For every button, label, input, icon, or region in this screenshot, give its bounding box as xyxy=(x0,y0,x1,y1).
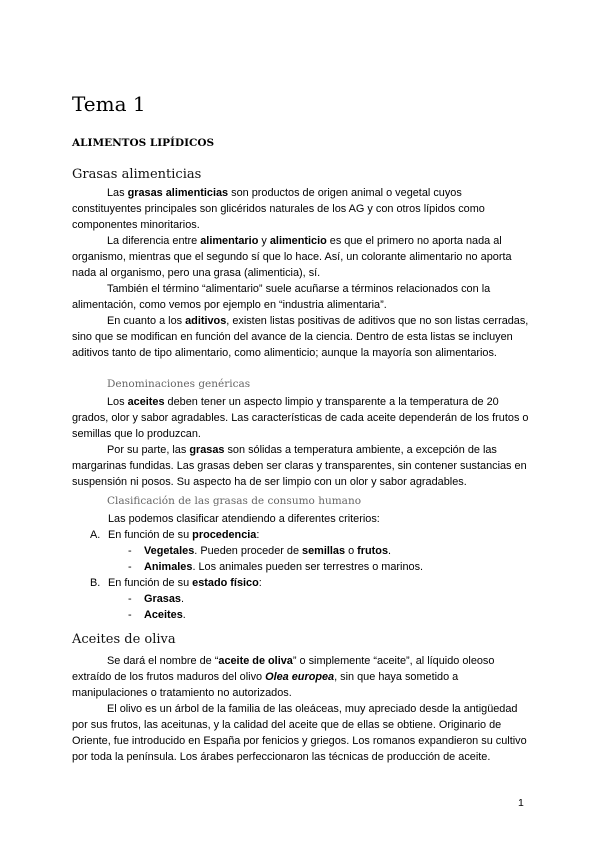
bold-term: Grasas xyxy=(144,593,181,605)
bold-term: alimenticio xyxy=(269,235,327,247)
clasificacion-list xyxy=(72,511,532,623)
text: : xyxy=(256,529,260,541)
text: Las xyxy=(107,187,128,199)
paragraph xyxy=(72,653,532,701)
paragraph xyxy=(72,185,532,233)
text: . xyxy=(182,609,186,621)
text: . Los animales pueden ser terrestres o marinos. xyxy=(192,561,424,573)
list-label: B. xyxy=(90,577,101,589)
text: o xyxy=(345,545,358,557)
heading-denominaciones: Denominaciones genéricas xyxy=(107,378,251,390)
text: deben tener un aspecto limpio y transparente a la temperatura de 20 grados, olor y sabor agradables. Las características de cada aceite dependerán de los frutos o semillas que lo produzcan. xyxy=(72,396,529,440)
list-label: A. xyxy=(90,529,101,541)
heading-grasas-alimenticias: Grasas alimenticias xyxy=(72,167,202,182)
text: Por su parte, las xyxy=(107,444,190,456)
text: En cuanto a los xyxy=(107,315,186,327)
bold-term: estado físico xyxy=(192,577,259,589)
bold-term: grasas xyxy=(189,444,225,456)
dash-bullet: - xyxy=(128,545,132,557)
text: son sólidas a temperatura ambiente, a excepción de las margarinas fundidas. Las grasas deben ser claras y transparentes, sin contener sustancias en suspensión ni posos. Su aspecto ha de ser limpio con un olor y sabor agradables. xyxy=(72,444,527,488)
text: Se dará el nombre de “ xyxy=(107,655,219,667)
list-text xyxy=(144,591,184,607)
text: Los xyxy=(107,396,128,408)
paragraph xyxy=(72,442,532,490)
bold-term: Animales xyxy=(144,561,193,573)
text: . xyxy=(388,545,392,557)
grasas-body xyxy=(72,185,532,361)
list-subitem xyxy=(72,607,532,623)
list-text xyxy=(144,607,186,623)
dash-bullet: - xyxy=(128,593,132,605)
bold-italic-term: Olea europea xyxy=(265,671,335,683)
list-intro xyxy=(72,511,532,527)
list-text xyxy=(144,559,423,575)
text: , existen listas positivas de aditivos que no son listas cerradas, sino que se modifican en función del avance de la ciencia. Dentro de esta listas se incluyen aditivos tanto de tipo alimentario, como alimenticio; aunque la mayoría son alimentarios. xyxy=(72,315,529,359)
text: , sin que haya sometido a manipulaciones o tratamiento no autorizados. xyxy=(72,671,459,699)
text: ” o simplemente “aceite”, al líquido oleoso extraído de los frutos maduros del olivo xyxy=(72,655,495,683)
dash-bullet: - xyxy=(128,561,132,573)
paragraph: El olivo es un árbol de la familia de las oleáceas, muy apreciado desde la antigüedad por sus frutos, las aceitunas, y la calidad del aceite que de ellas se obtiene. Originario de Oriente, fue introducido en España por fenicios y griegos. Los romanos expandieron su cultivo por toda la península. Los árabes perfeccionaron las técnicas de producción de aceite. xyxy=(72,703,527,763)
paragraph xyxy=(72,233,532,281)
bold-term: semillas xyxy=(302,545,346,557)
heading-aceites-de-oliva: Aceites de oliva xyxy=(72,632,176,647)
bold-term: aceite de oliva xyxy=(218,655,293,667)
text: es que el primero no aporta nada al organismo, mientras que el segundo sí que lo hace. Así, un colorante alimentario no aporta nada al organismo, pero una grasa (alimenticia), sí. xyxy=(72,235,512,279)
section-heading: ALIMENTOS LIPÍDICOS xyxy=(72,137,215,149)
text: La diferencia entre xyxy=(107,235,201,247)
bold-term: frutos xyxy=(357,545,389,557)
paragraph xyxy=(72,313,532,361)
text: En función de su xyxy=(108,577,193,589)
page-title: Tema 1 xyxy=(72,92,146,116)
text: y xyxy=(258,235,270,247)
text: En función de su xyxy=(108,529,193,541)
paragraph: También el término “alimentario” suele acuñarse a términos relacionados con la alimentación, como vemos por ejemplo en “industria alimentaria”. xyxy=(72,283,491,311)
bold-term: procedencia xyxy=(192,529,257,541)
list-subitem xyxy=(72,559,532,575)
list-subitem xyxy=(72,591,532,607)
bold-term: Vegetales xyxy=(144,545,195,557)
list-item-a xyxy=(72,527,532,543)
oliva-body xyxy=(72,653,532,765)
page-number: 1 xyxy=(518,797,524,809)
text: son productos de origen animal o vegetal cuyos constituyentes principales son glicéridos naturales de los AG y con otros lípidos como componentes minoritarios. xyxy=(72,187,485,231)
list-item-b xyxy=(72,575,532,591)
bold-term: aditivos xyxy=(185,315,227,327)
denominaciones-body xyxy=(72,394,532,490)
text: Las podemos clasificar atendiendo a diferentes criterios: xyxy=(108,513,380,525)
list-text xyxy=(108,575,262,591)
list-subitem xyxy=(72,543,532,559)
bold-term: alimentario xyxy=(200,235,259,247)
bold-term: Aceites xyxy=(144,609,183,621)
text: . xyxy=(180,593,184,605)
dash-bullet: - xyxy=(128,609,132,621)
bold-term: grasas alimenticias xyxy=(127,187,229,199)
bold-term: aceites xyxy=(127,396,165,408)
heading-clasificacion: Clasificación de las grasas de consumo humano xyxy=(107,495,362,507)
paragraph xyxy=(72,394,532,442)
text: . Pueden proceder de xyxy=(194,545,303,557)
list-text xyxy=(108,527,259,543)
text: : xyxy=(258,577,262,589)
list-text xyxy=(144,543,391,559)
